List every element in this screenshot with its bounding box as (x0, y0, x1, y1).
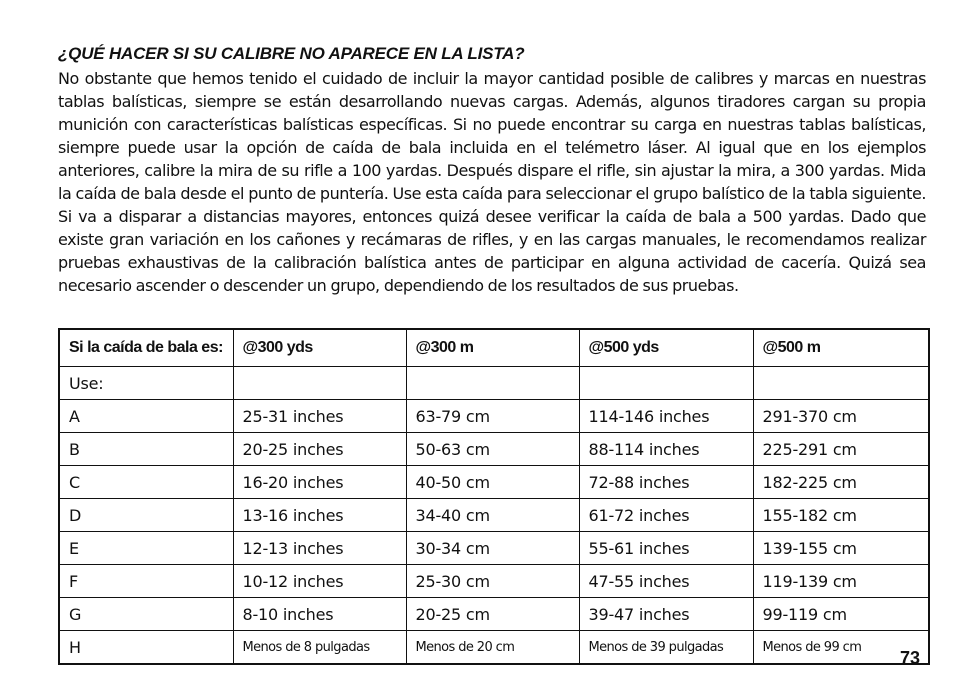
table-cell: 61-72 inches (579, 499, 753, 532)
table-header-row (59, 329, 929, 367)
table-cell: A (59, 400, 233, 433)
section-heading: ¿QUÉ HACER SI SU CALIBRE NO APARECE EN LA LISTA? (58, 44, 525, 63)
table-cell: Menos de 99 cm (753, 631, 929, 665)
table-cell: 12-13 inches (233, 532, 406, 565)
table-cell: 30-34 cm (406, 532, 579, 565)
table-cell (579, 367, 753, 400)
table-row (59, 532, 929, 565)
table-cell: 88-114 inches (579, 433, 753, 466)
table-row (59, 367, 929, 400)
table-cell: 39-47 inches (579, 598, 753, 631)
table-cell: B (59, 433, 233, 466)
table-row (59, 433, 929, 466)
table-cell: 20-25 cm (406, 598, 579, 631)
table-cell: E (59, 532, 233, 565)
table-cell: 225-291 cm (753, 433, 929, 466)
table-cell: 50-63 cm (406, 433, 579, 466)
table-cell: D (59, 499, 233, 532)
table-cell: 16-20 inches (233, 466, 406, 499)
table-cell (753, 367, 929, 400)
table-cell: 34-40 cm (406, 499, 579, 532)
table-cell: 8-10 inches (233, 598, 406, 631)
table-cell: 155-182 cm (753, 499, 929, 532)
table-cell: 139-155 cm (753, 532, 929, 565)
header-300-yds: @300 yds (233, 329, 406, 367)
table-cell: 99-119 cm (753, 598, 929, 631)
table-cell: 72-88 inches (579, 466, 753, 499)
table-cell: Use: (59, 367, 233, 400)
table-row (59, 565, 929, 598)
header-drop-label: Si la caída de bala es: (59, 329, 233, 367)
table-cell: H (59, 631, 233, 665)
table-cell: 20-25 inches (233, 433, 406, 466)
header-500-yds: @500 yds (579, 329, 753, 367)
table-cell: Menos de 39 pulgadas (579, 631, 753, 665)
table-cell: 291-370 cm (753, 400, 929, 433)
table-cell: 13-16 inches (233, 499, 406, 532)
table-row (59, 466, 929, 499)
ballistic-group-table (58, 328, 930, 665)
page-number: 73 (899, 648, 920, 668)
table-cell: G (59, 598, 233, 631)
header-300-m: @300 m (406, 329, 579, 367)
table-cell: C (59, 466, 233, 499)
table-cell: Menos de 20 cm (406, 631, 579, 665)
table-cell: 182-225 cm (753, 466, 929, 499)
table-cell: F (59, 565, 233, 598)
table-cell: 114-146 inches (579, 400, 753, 433)
body-paragraph: No obstante que hemos tenido el cuidado de incluir la mayor cantidad posible de calibres y marcas en nuestras tablas balísticas, siempre se están desarrollando nuevas cargas. Además, algunos tiradores cargan su propia munición con características balísticas específicas. Si no puede encontrar su carga en nuestras tablas balísticas, siempre puede usar la opción de caída de bala incluida en el telémetro láser. Al igual que en los ejemplos anteriores, calibre la mira de su rifle a 100 yardas. Después dispare el rifle, sin ajustar la mira, a 300 yardas. Mida la caída de bala desde el punto de puntería. Use esta caída para seleccionar el grupo balístico de la tabla siguiente. Si va a disparar a distancias mayores, entonces quizá desee verificar la caída de bala a 500 yardas. Dado que existe gran variación en los cañones y recámaras de rifles, y en las cargas manuales, le recomendamos realizar pruebas exhaustivas de la calibración balística antes de participar en alguna actividad de cacería. Quizá sea necesario ascender o descender un grupo, dependiendo de los resultados de sus pruebas. (58, 69, 926, 295)
table-cell: 47-55 inches (579, 565, 753, 598)
table-cell: 63-79 cm (406, 400, 579, 433)
table-cell: 40-50 cm (406, 466, 579, 499)
header-500-m: @500 m (753, 329, 929, 367)
table-row (59, 499, 929, 532)
table-row (59, 400, 929, 433)
table-cell: Menos de 8 pulgadas (233, 631, 406, 665)
table-cell: 10-12 inches (233, 565, 406, 598)
table-row (59, 598, 929, 631)
table-cell: 25-30 cm (406, 565, 579, 598)
table-cell (406, 367, 579, 400)
table-row (59, 631, 929, 665)
table-cell (233, 367, 406, 400)
table-cell: 55-61 inches (579, 532, 753, 565)
table-cell: 119-139 cm (753, 565, 929, 598)
table-cell: 25-31 inches (233, 400, 406, 433)
